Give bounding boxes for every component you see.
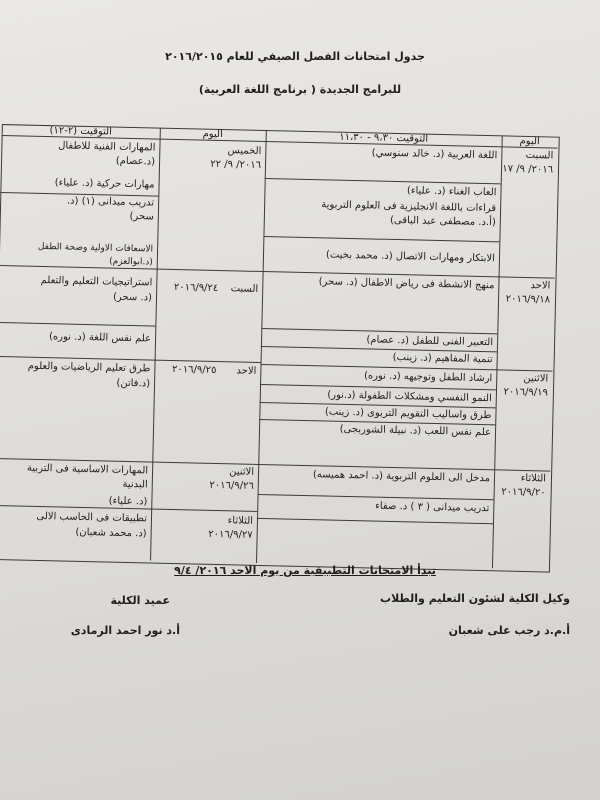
subject-entry: المهارات الاساسية فى التربية	[26, 462, 149, 477]
day-date: ٢٠١٦/ ٩/ ١٧	[502, 163, 554, 176]
subject-entry: تدريب ميدانى (١) (د.	[66, 195, 155, 209]
subject-entry: تنمية المفاهيم (د. زينب)	[392, 351, 493, 366]
subject-entry: طرق واساليب التقويم التربوى (د. زينب)	[324, 406, 492, 422]
day-date: ٢٠١٦/٩/٢٧	[208, 528, 253, 541]
subject-entry: (د.فاتن)	[116, 377, 151, 390]
subject-entry: مهارات حركية (د. علياء)	[54, 177, 155, 191]
subject-entry: منهج الانشطة فى رياض الاطفال (د. سحر)	[318, 276, 495, 292]
day-date: ٢٠١٦/٩/١٩	[503, 386, 549, 399]
header-day-left: اليوم	[202, 128, 223, 141]
header-day-right: اليوم	[519, 135, 540, 148]
day-name: الثلاثاء	[227, 515, 254, 527]
subject-entry: (د.عصام)	[115, 155, 156, 168]
vice-dean-title: وكيل الكلية لشئون التعليم والطلاب	[380, 592, 570, 605]
subject-entry: (د.ابوالعزم)	[109, 256, 153, 268]
subject-entry: التعبير الفنى للطفل (د. عصام)	[366, 334, 494, 349]
subject-entry: قراءات باللغة الانجليزية فى العلوم التربوية	[321, 199, 497, 215]
day-name: الاحد	[530, 280, 551, 292]
subject-entry: (د. علياء)	[108, 495, 148, 508]
day-name: الاثنين	[229, 466, 255, 478]
dean-name: أ.د نور احمد الرمادى	[70, 624, 180, 637]
subject-entry: العاب الغناء (د. علياء)	[406, 185, 497, 199]
day-name: الاثنين	[523, 372, 549, 385]
day-date: ٢٠١٦/٩/٢٠	[501, 486, 546, 499]
vice-dean-name: أ.م.د رجب على شعبان	[448, 624, 570, 637]
header-time-left: التوقيت (٢-١٢)	[49, 125, 113, 138]
day-name: الاحد	[236, 365, 257, 377]
subject-entry: علم نفس اللعب (د. نبيلة الشوربجى)	[339, 423, 492, 439]
day-name: السبت	[525, 149, 554, 162]
day-name: السبت	[230, 283, 259, 295]
day-date: ٢٠١٦/٩/١٨	[505, 293, 551, 306]
subject-entry: النمو النفسي ومشكلات الطفولة (د.نور)	[327, 389, 492, 405]
subject-entry: (د. سحر)	[112, 291, 153, 304]
day-name: الخميس	[227, 145, 262, 157]
subject-entry: تدريب ميدانى ( ٣ ) د. صفاء	[375, 500, 490, 515]
day-date: ٢٠١٦/٩/٢٦	[209, 479, 254, 492]
exam-schedule-table	[0, 120, 560, 573]
header-time-right: التوقيت ٩،٣٠ - ١١،٣٠	[339, 131, 429, 145]
subject-entry: (د. محمد شعبان)	[75, 526, 147, 540]
day-date: ٢٠١٦/٩/٢٥	[171, 363, 217, 376]
subject-entry: اللغة العربية (د. خالد سنوسي)	[371, 147, 498, 162]
practical-exams-note: تبدأ الامتحانات التطبيقية من يوم الاحد ٢٠١٦/ ٩/٤	[174, 564, 436, 577]
day-name: الثلاثاء	[520, 472, 547, 485]
subject-entry: المهارات الفنية للاطفال	[58, 140, 156, 154]
subject-entry: الابتكار ومهارات الاتصال (د. محمد بخيت)	[325, 249, 496, 265]
subject-entry: استراتيجيات التعليم والتعلم	[40, 274, 153, 289]
subject-entry: ارشاد الطفل وتوجيهه (د. نوره)	[363, 370, 493, 385]
subject-entry: الاسعافات الاولية وصحة الطفل	[37, 241, 154, 255]
document-title: جدول امتحانات الفصل الصيفي للعام ٢٠١٦/٢٠١٥	[165, 50, 425, 63]
dean-title: عميد الكلية	[110, 594, 170, 607]
document-subtitle: للبرامج الجديدة ( برنامج اللغة العربية)	[198, 83, 402, 96]
subject-entry: سحر)	[129, 210, 154, 223]
subject-entry: تطبيقات فى الحاسب الالى	[36, 510, 148, 525]
subject-entry: البدنية	[122, 478, 148, 491]
subject-entry: مدخل الى العلوم التربوية (د. احمد همیسه)	[312, 469, 491, 485]
subject-entry: طرق تعليم الرياضيات والعلوم	[27, 360, 151, 375]
subject-entry: علم نفس اللغة (د. نوره)	[48, 331, 152, 345]
day-date: ٢٠١٦/٩/٢٤	[173, 281, 219, 294]
day-date: ٢٠١٦/ ٩/ ٢٢	[210, 158, 262, 171]
subject-entry: (أ.د. مصطفى عبد الباقى)	[389, 214, 496, 229]
